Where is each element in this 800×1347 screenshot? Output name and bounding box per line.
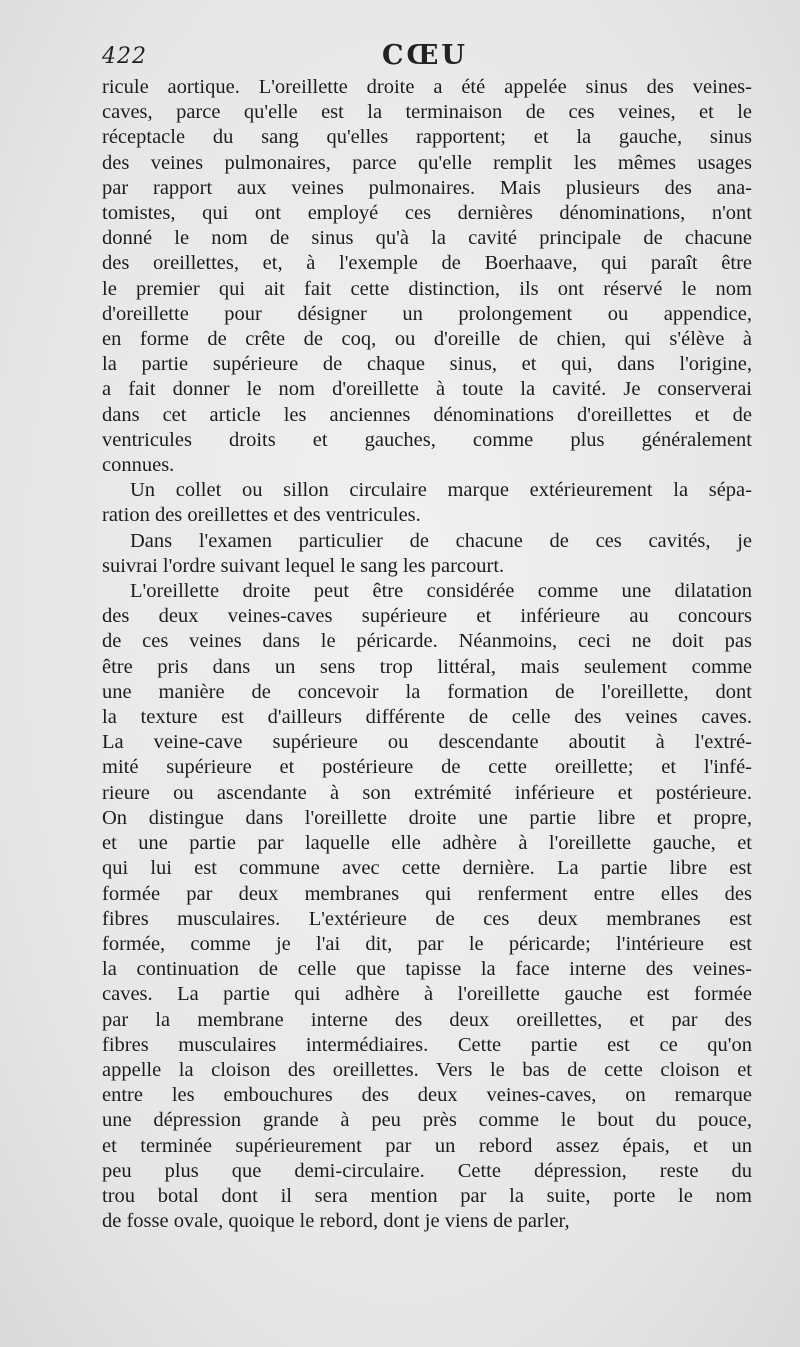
- text-line: L'oreillette droite peut être considérée comme une dilatation: [130, 580, 752, 603]
- body-text: [102, 75, 752, 1234]
- text-line: a fait donner le nom d'oreillette à toute la cavité. Je conserverai: [102, 378, 752, 401]
- text-line: la partie supérieure de chaque sinus, et qui, dans l'origine,: [102, 353, 752, 376]
- text-line: caves. La partie qui adhère à l'oreillette gauche est formée: [102, 983, 752, 1006]
- text-line: ricule aortique. L'oreillette droite a été appelée sinus des veines-: [102, 76, 752, 98]
- text-line: en forme de crête de coq, ou d'oreille de chien, qui s'élève à: [102, 328, 752, 351]
- text-line: dans cet article les anciennes dénominations d'oreillettes et de: [102, 403, 752, 426]
- paragraph: [102, 478, 752, 528]
- text-line: donné le nom de sinus qu'à la cavité principale de chacune: [102, 227, 752, 250]
- text-line: On distingue dans l'oreillette droite une partie libre et propre,: [102, 806, 752, 829]
- text-line: la texture est d'ailleurs différente de celle des veines caves.: [102, 706, 752, 729]
- text-line: Un collet ou sillon circulaire marque extérieurement la sépa-: [130, 479, 752, 502]
- paragraph: [102, 75, 752, 478]
- text-line: formée par deux membranes qui renferment entre elles des: [102, 882, 752, 905]
- text-line: trou botal dont il sera mention par la suite, porte le nom: [102, 1184, 752, 1207]
- text-line: rieure ou ascendante à son extrémité inférieure et postérieure.: [102, 781, 752, 804]
- page-number: 422: [102, 44, 147, 69]
- text-line: appelle la cloison des oreillettes. Vers le bas de cette cloison et: [102, 1058, 752, 1081]
- text-line: mité supérieure et postérieure de cette oreillette; et l'infé-: [102, 756, 752, 779]
- text-line: des deux veines-caves supérieure et inférieure au concours: [102, 605, 752, 628]
- text-line: des oreillettes, et, à l'exemple de Boerhaave, qui paraît être: [102, 252, 752, 275]
- running-title: CŒU: [382, 40, 468, 71]
- text-line: connues.: [102, 454, 175, 477]
- text-line: de fosse ovale, quoique le rebord, dont je viens de parler,: [102, 1210, 570, 1233]
- text-line: ventricules droits et gauches, comme plus généralement: [102, 428, 752, 451]
- paragraph: [102, 579, 752, 1234]
- text-line: ration des oreillettes et des ventricules.: [102, 504, 421, 527]
- text-line: d'oreillette pour désigner un prolongement ou appendice,: [102, 302, 752, 325]
- page-header: [100, 40, 750, 76]
- text-line: une dépression grande à peu près comme le bout du pouce,: [102, 1109, 752, 1132]
- text-line: et une partie par laquelle elle adhère à l'oreillette gauche, et: [102, 832, 752, 855]
- text-line: et terminée supérieurement par un rebord assez épais, et un: [102, 1134, 752, 1157]
- text-line: une manière de concevoir la formation de l'oreillette, dont: [102, 680, 752, 703]
- text-line: de ces veines dans le péricarde. Néanmoins, ceci ne doit pas: [102, 630, 752, 653]
- text-line: Dans l'examen particulier de chacune de ces cavités, je: [130, 529, 752, 552]
- text-line: par la membrane interne des deux oreillettes, et par des: [102, 1008, 752, 1031]
- text-line: suivrai l'ordre suivant lequel le sang les parcourt.: [102, 554, 505, 577]
- text-line: entre les embouchures des deux veines-caves, on remarque: [102, 1084, 752, 1107]
- text-line: caves, parce qu'elle est la terminaison de ces veines, et le: [102, 101, 752, 124]
- text-line: par rapport aux veines pulmonaires. Mais plusieurs des ana-: [102, 176, 752, 199]
- text-line: peu plus que demi-circulaire. Cette dépression, reste du: [102, 1159, 752, 1182]
- text-line: qui lui est commune avec cette dernière. La partie libre est: [102, 857, 752, 880]
- paragraph: [102, 529, 752, 579]
- text-line: le premier qui ait fait cette distinction, ils ont réservé le nom: [102, 277, 752, 300]
- text-line: tomistes, qui ont employé ces dernières dénominations, n'ont: [102, 202, 752, 225]
- text-line: La veine-cave supérieure ou descendante aboutit à l'extré-: [102, 731, 752, 754]
- text-line: fibres musculaires. L'extérieure de ces deux membranes est: [102, 907, 752, 930]
- text-line: réceptacle du sang qu'elles rapportent; et la gauche, sinus: [102, 126, 752, 149]
- text-line: des veines pulmonaires, parce qu'elle remplit les mêmes usages: [102, 151, 752, 174]
- text-line: formée, comme je l'ai dit, par le péricarde; l'intérieure est: [102, 932, 752, 955]
- text-line: fibres musculaires intermédiaires. Cette partie est ce qu'on: [102, 1033, 752, 1056]
- text-line: la continuation de celle que tapisse la face interne des veines-: [102, 958, 752, 981]
- text-line: être pris dans un sens trop littéral, mais seulement comme: [102, 655, 752, 678]
